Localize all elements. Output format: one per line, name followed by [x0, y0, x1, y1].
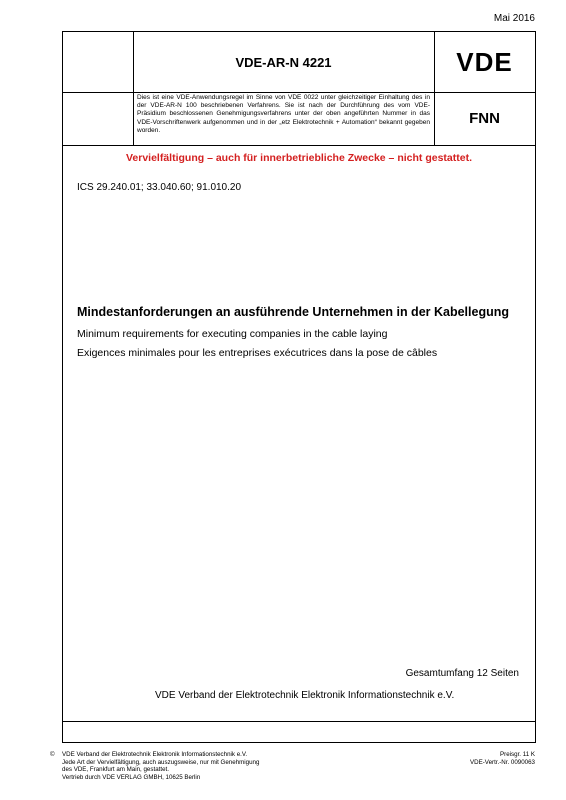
bottom-divider [63, 721, 535, 722]
ics-codes: ICS 29.240.01; 33.040.60; 91.010.20 [77, 182, 242, 193]
publisher-line: VDE Verband der Elektrotechnik Elektronik Informationstechnik e.V. [155, 690, 455, 701]
price-group: Preisgr. 11 K [500, 751, 535, 758]
page-count: Gesamtumfang 12 Seiten [405, 668, 519, 679]
issue-date: Mai 2016 [493, 13, 535, 24]
order-number: VDE-Vertr.-Nr. 0090063 [470, 758, 535, 766]
document-title-de: Mindestanforderungen an ausführende Unternehmen in der Kabellegung [77, 305, 509, 319]
document-title-fr: Exigences minimales pour les entreprises exécutrices dans la pose de câbles [77, 347, 438, 359]
footer-line-3: des VDE, Frankfurt am Main, gestattet. [62, 766, 169, 774]
footer-copyright [50, 751, 260, 781]
vde-logo: VDE [456, 46, 513, 77]
document-frame [62, 31, 536, 743]
copy-notice: Vervielfältigung – auch für innerbetriebliche Zwecke – nicht gestattet. [125, 152, 472, 164]
standard-number: VDE-AR-N 4221 [235, 54, 332, 70]
standard-info-text: Dies ist eine VDE-Anwendungsregel im Sinne von VDE 0022 unter gleichzeitiger Einhaltung des in der VDE-AR-N 100 beschriebenen Verfahrens. Sie ist nach der Durchführung des vom VDE-Präsidium beschlossenen Genehmigungsverfahrens unter der oben angeführten Nummer in das VDE-Vorschriftenwerk aufgenommen und in der „etz Elektrotechnik + Automation“ bekannt gegeben worden. [137, 94, 430, 134]
footer-line-4: Vertrieb durch VDE VERLAG GMBH, 10625 Berlin [62, 773, 201, 781]
copyright-symbol: © [50, 751, 55, 758]
footer-order-info [470, 751, 535, 766]
footer-line-1: VDE Verband der Elektrotechnik Elektronik Informationstechnik e.V. [62, 751, 248, 758]
footer-line-2: Jede Art der Vervielfältigung, auch auszugsweise, nur mit Genehmigung [62, 758, 260, 766]
document-title-en: Minimum requirements for executing companies in the cable laying [77, 328, 388, 340]
fnn-badge: FNN [469, 110, 500, 127]
